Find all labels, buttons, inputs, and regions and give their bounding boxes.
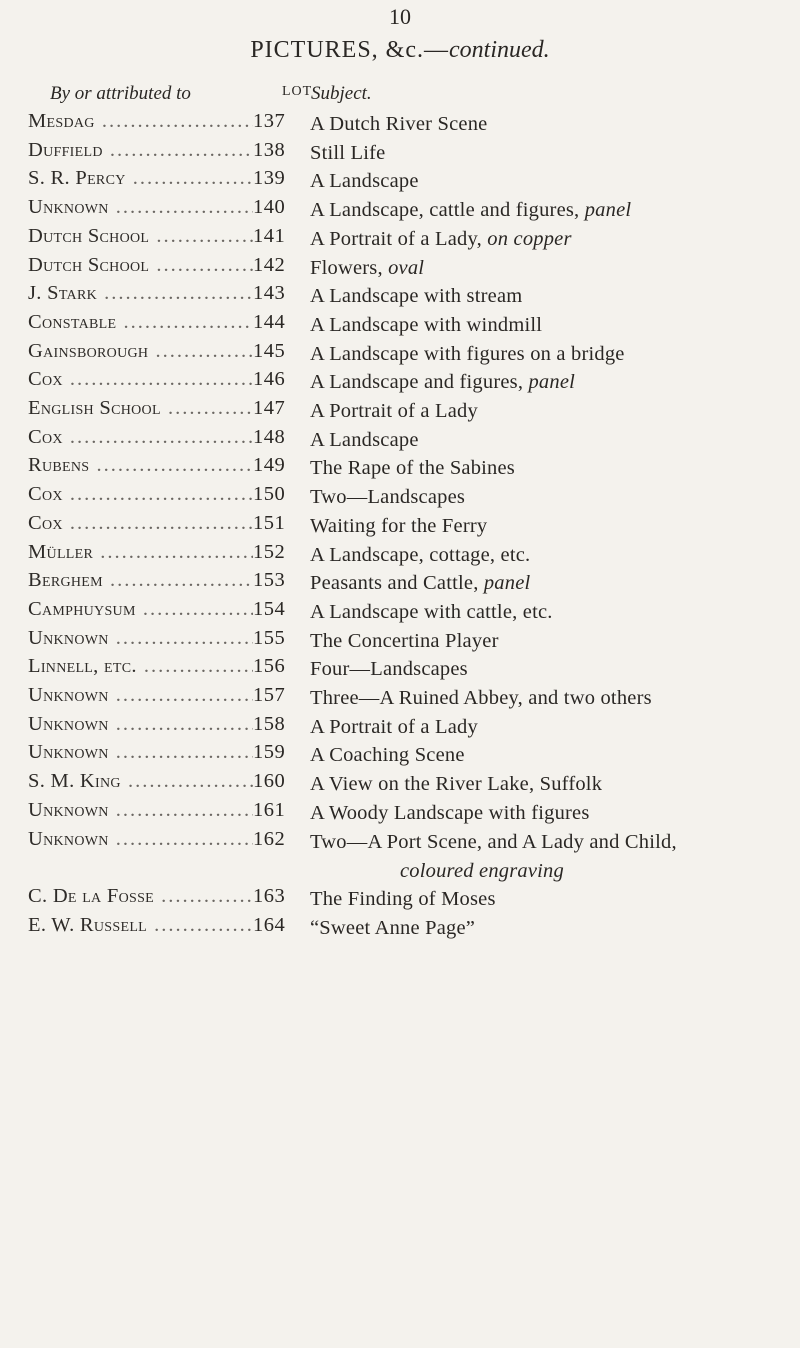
artist-name: J. Stark ..... [28,282,253,305]
catalogue-row [0,196,800,225]
subject-text [310,885,800,914]
subject-qualifier: panel [584,199,632,222]
artist-name: Dutch School ..... [28,225,253,248]
lot-number: 144 [253,310,286,333]
catalogue-row [0,598,800,627]
catalogue-row [0,426,800,455]
subject-title: A View on the River Lake, Suffolk [310,773,603,796]
subject-text [310,741,800,770]
lot-number: 143 [253,282,286,305]
lot-number: 164 [253,913,286,936]
subject-text [310,167,800,196]
catalogue-row [0,713,800,742]
subject-text [310,110,800,139]
catalogue-row [0,483,800,512]
subject-title: Still Life [310,141,386,164]
catalogue-row [0,282,800,311]
subject-title: A Coaching Scene [310,744,465,767]
artist-name: C. De la Fosse ..... [28,885,253,908]
catalogue-row [0,741,800,770]
subject-text [310,655,800,684]
catalogue-row [0,368,800,397]
artist-name: Linnell, etc. ..... [28,655,253,678]
artist-name: Unknown ..... [28,799,253,822]
artist-name: Unknown ..... [28,684,253,707]
artist-name: Unknown ..... [28,741,253,764]
subject-title: Waiting for the Ferry [310,514,488,537]
catalogue-row [0,397,800,426]
subject-title: A Landscape [310,428,419,451]
subject-title: Three—A Ruined Abbey, and two others [310,687,652,709]
artist-name: Unknown ..... [28,713,253,736]
catalogue-row [0,512,800,541]
artist-name: Camphuysum ..... [28,598,253,621]
lot-number: 142 [253,253,286,276]
lot-number: 159 [253,741,286,764]
subject-title: A Landscape with cattle, etc. [310,600,553,623]
catalogue-row [0,110,800,139]
subject-text [310,311,800,340]
artist-name: E. W. Russell ..... [28,914,253,937]
subject-column-header: Subject. [311,83,372,104]
subject-text [310,799,800,828]
catalogue-row [0,311,800,340]
subject-title: Flowers, [310,256,383,279]
subject-text [310,139,800,168]
artist-name: Unknown ..... [28,828,253,851]
subject-title: Two—A Port Scene, and A Lady and Child, [310,830,677,853]
catalogue-row [0,828,800,886]
lot-column-header: LOT [282,84,313,99]
subject-title: A Landscape and figures, [310,371,524,394]
catalogue-row [0,655,800,684]
subject-title: The Finding of Moses [310,888,496,910]
artist-name: Constable ..... [28,311,253,334]
subject-text [310,483,800,512]
subject-text [310,426,800,455]
subject-text [310,254,800,283]
catalogue-row [0,340,800,369]
subject-qualifier: panel [528,371,576,394]
subject-title: A Landscape, cattle and figures, [310,199,580,222]
artist-name: Unknown ..... [28,196,253,219]
subject-text [310,914,800,943]
lot-number: 155 [253,626,286,649]
page-heading [0,37,800,64]
lot-number: 139 [253,167,286,190]
artist-name: Cox ..... [28,368,253,391]
lot-number: 151 [253,511,286,534]
catalogue-row [0,799,800,828]
catalogue-row [0,684,800,713]
lot-number: 162 [253,827,286,850]
catalogue-row [0,167,800,196]
artist-column-header: By or attributed to [50,83,191,104]
subject-text [310,713,800,742]
lot-number: 156 [253,655,286,678]
subject-text [310,368,800,397]
subject-text [310,397,800,426]
heading-main: PICTURES, &c.— [250,37,450,63]
subject-text [310,627,800,656]
artist-name: Berghem ..... [28,569,253,592]
artist-name: Mesdag ..... [28,110,253,133]
lot-number: 158 [253,712,286,735]
artist-name: English School ..... [28,397,253,420]
subject-text [310,770,800,799]
lot-number: 138 [253,138,286,161]
subject-title: A Portrait of a Lady [310,400,478,422]
subject-qualifier: coloured engraving [400,859,564,882]
subject-title: The Rape of the Sabines [310,457,515,480]
artist-name: Cox ..... [28,426,253,449]
subject-title: A Woody Landscape with figures [310,801,590,824]
catalogue-row [0,225,800,254]
lot-number: 145 [253,339,286,362]
lot-number: 154 [253,597,286,620]
artist-name: S. M. King ..... [28,770,253,793]
lot-number: 148 [253,425,286,448]
subject-title: The Concertina Player [310,629,499,652]
artist-name: Dutch School ..... [28,254,253,277]
subject-title: Two—Landscapes [310,486,466,509]
subject-title: A Landscape [310,170,419,193]
subject-title: Peasants and Cattle, [310,572,479,595]
subject-title: “Sweet Anne Page” [310,916,476,939]
subject-text [310,598,800,627]
subject-qualifier: on copper [487,227,572,250]
lot-number: 137 [253,110,286,132]
catalogue-row [0,139,800,168]
catalogue-row [0,541,800,570]
lot-number: 140 [253,196,286,219]
artist-name: Duffield ..... [28,139,253,162]
catalogue-row [0,569,800,598]
lot-number: 147 [253,397,286,419]
subject-title: A Dutch River Scene [310,113,488,135]
catalogue-row [0,454,800,483]
lot-number: 160 [253,770,286,793]
subject-text [310,569,800,598]
heading-continued: continued. [449,37,550,63]
subject-text [310,828,800,886]
artist-name: S. R. Percy ..... [28,167,253,190]
page-number: 10 [389,4,411,29]
artist-name: Cox ..... [28,512,253,535]
subject-text [310,196,800,225]
lot-number: 141 [253,224,286,247]
artist-name: Müller ..... [28,541,253,564]
catalogue-row [0,254,800,283]
lot-number: 149 [253,454,286,477]
lot-number: 152 [253,540,286,563]
catalogue-row [0,885,800,914]
subject-qualifier: oval [388,256,425,279]
catalogue-row [0,914,800,943]
subject-title: A Portrait of a Lady, [310,227,482,250]
subject-title: A Landscape with figures on a bridge [310,342,625,365]
lot-number: 157 [253,684,286,706]
subject-title: A Landscape with stream [310,285,523,308]
lot-number: 163 [253,885,286,907]
subject-text [310,684,800,713]
artist-name: Cox ..... [28,483,253,506]
subject-title: Four—Landscapes [310,658,468,681]
catalogue-row [0,770,800,799]
subject-qualifier: panel [483,572,531,595]
artist-name: Unknown ..... [28,627,253,650]
lot-number: 146 [253,368,286,391]
subject-text [310,454,800,483]
subject-text [310,541,800,570]
catalogue-row [0,627,800,656]
subject-text [310,282,800,311]
subject-title: A Portrait of a Lady [310,715,478,738]
lot-number: 161 [253,798,286,821]
lot-number: 153 [253,569,286,592]
artist-name: Gainsborough ..... [28,340,253,363]
subject-title: A Landscape, cottage, etc. [310,543,531,566]
subject-title: A Landscape with windmill [310,313,543,336]
subject-text [310,512,800,541]
artist-name: Rubens ..... [28,454,253,477]
subject-text [310,225,800,254]
lot-number: 150 [253,483,286,506]
subject-text [310,340,800,369]
